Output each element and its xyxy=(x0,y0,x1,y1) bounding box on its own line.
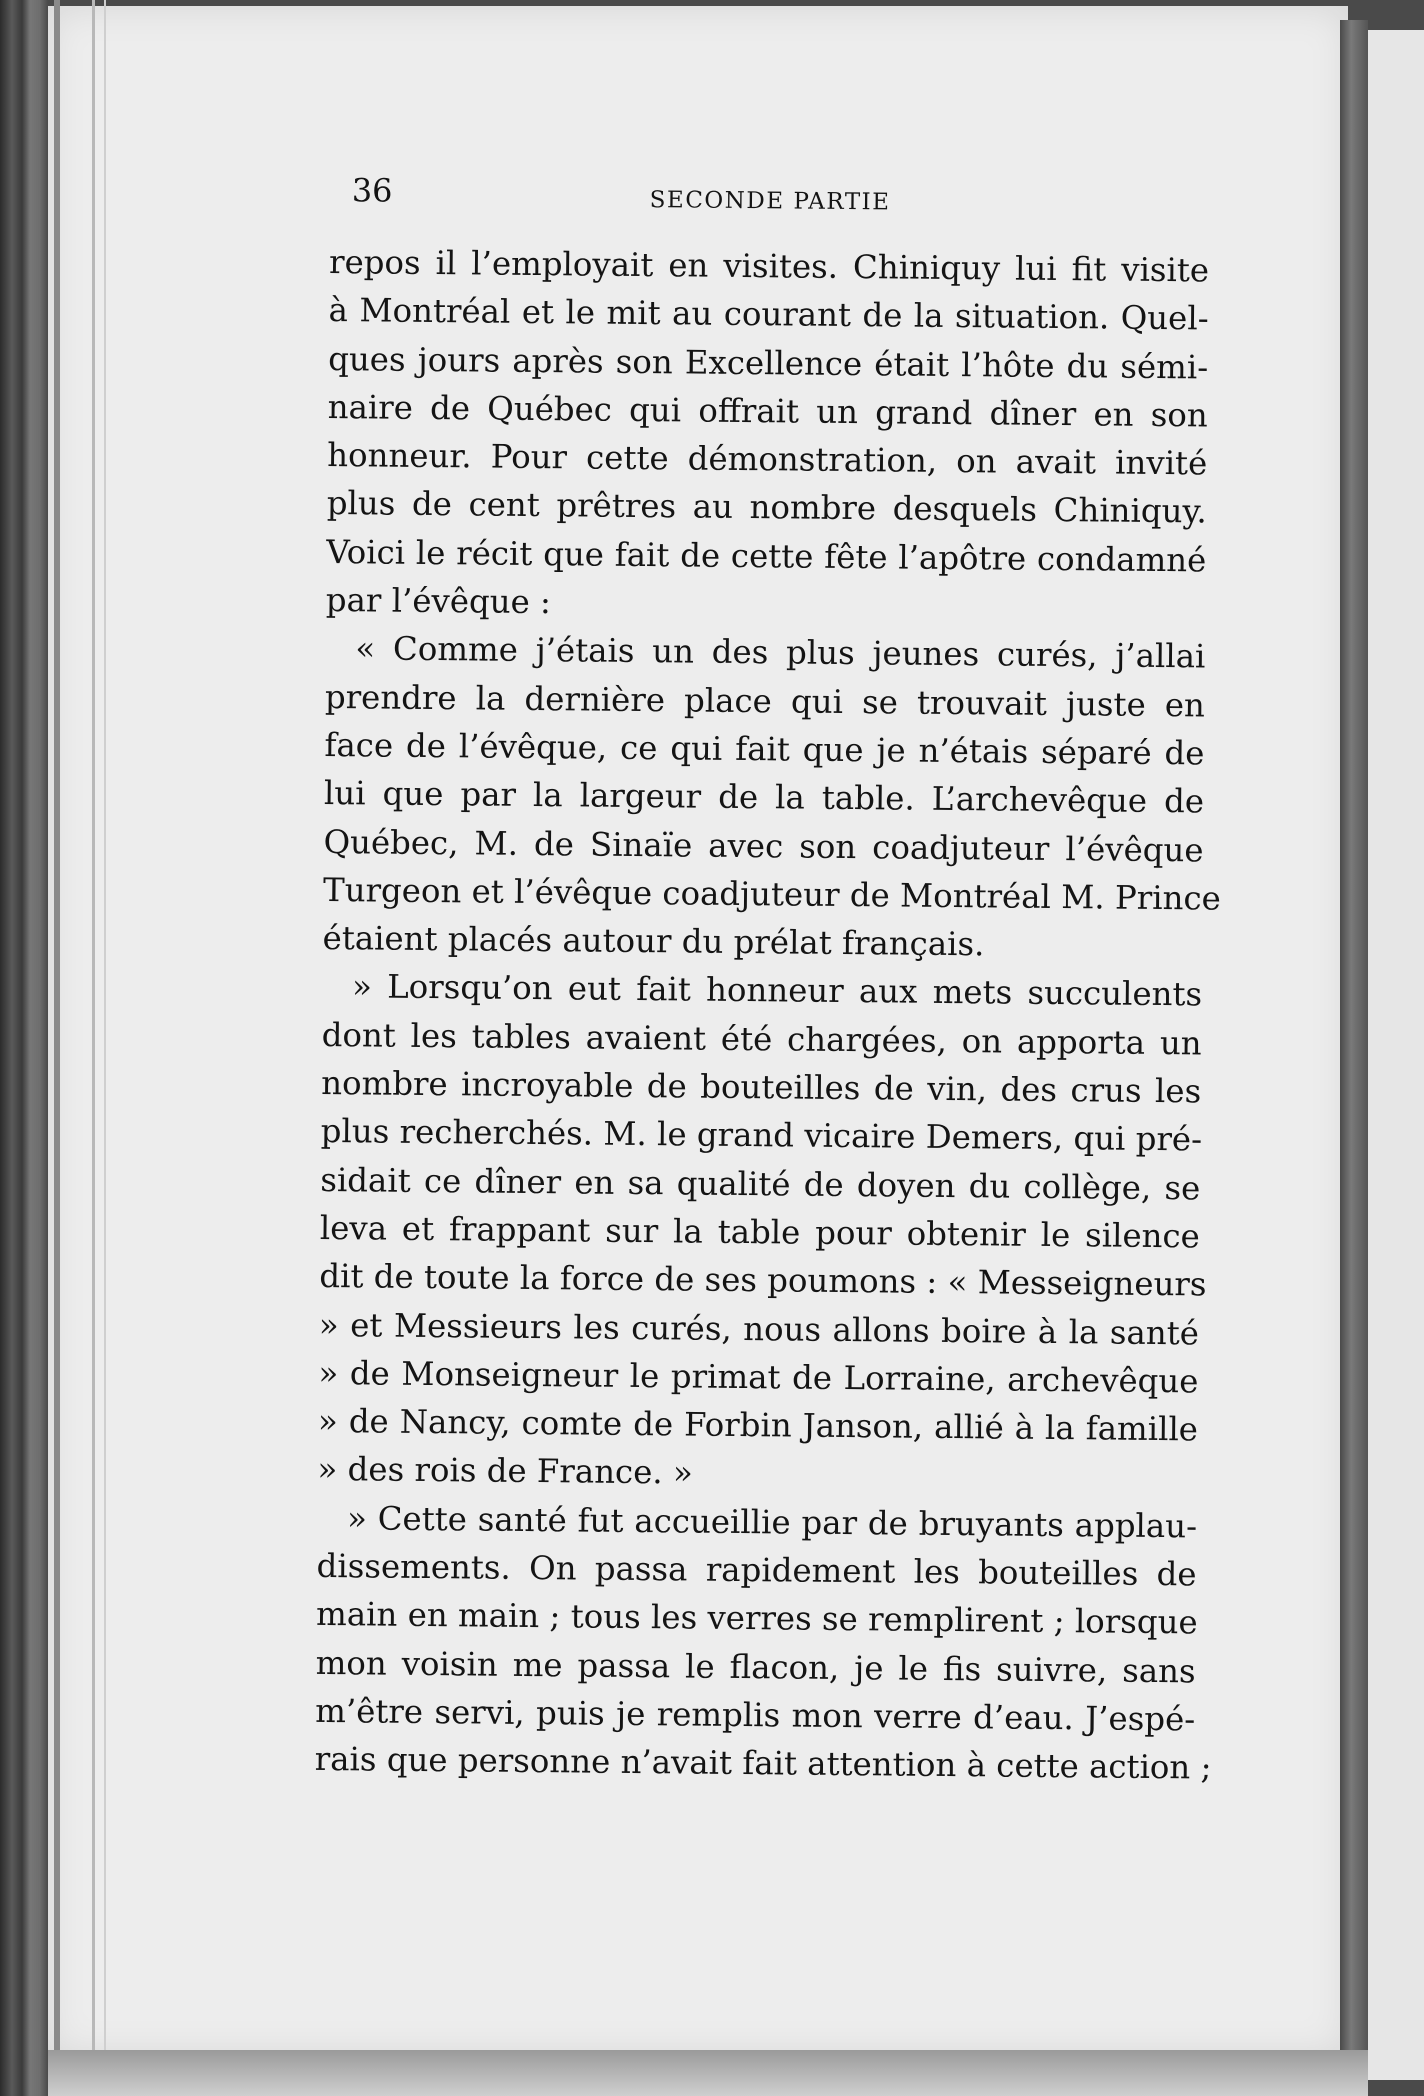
text-line: leva et frappant sur la table pour obtenir le silence xyxy=(319,1208,1200,1256)
text-line: ques jours après son Excellence était l’hôte du sémi- xyxy=(328,339,1209,387)
text-line: main en main ; tous les verres se remplirent ; lorsque xyxy=(315,1595,1198,1642)
binding-line-inner xyxy=(104,0,106,2096)
running-head xyxy=(329,170,1210,238)
text-line: » de Nancy, comte de Forbin Janson, allié à la famille xyxy=(317,1402,1199,1449)
text-line: prendre la dernière place qui se trouvait juste en xyxy=(324,677,1206,725)
text-line: lui que par la largeur de la table. L’archevêque de xyxy=(323,774,1205,821)
text-line: » et Messieurs les curés, nous allons boire à la santé xyxy=(318,1305,1200,1352)
text-line: honneur. Pour cette démonstration, on avait invité xyxy=(327,436,1208,483)
paragraph xyxy=(326,238,1210,633)
text-line: par l’évêque : xyxy=(325,581,552,622)
binding-shadow xyxy=(54,0,60,2096)
text-line: Turgeon et l’évêque coadjuteur de Montréal M. Prince xyxy=(322,870,1221,918)
text-line: sidait ce dîner en sa qualité de doyen du collège, se xyxy=(320,1160,1201,1208)
adjacent-page-edge xyxy=(1368,30,1424,2080)
text-line: plus recherchés. M. le grand vicaire Demers, qui pré- xyxy=(320,1112,1203,1159)
text-line: étaient placés autour du prélat français. xyxy=(322,919,985,964)
text-line: Voici le récit que fait de cette fête l’apôtre condamné xyxy=(326,532,1207,580)
text-line: rais que personne n’avait fait attention à cette action ; xyxy=(314,1740,1212,1787)
text-line: dissements. On passa rapidement les bouteilles de xyxy=(316,1546,1197,1594)
paragraph xyxy=(314,1494,1212,1792)
page-number: 36 xyxy=(351,171,393,210)
text-line: naire de Québec qui offrait un grand dîner en son xyxy=(327,387,1208,435)
text-block xyxy=(314,170,1221,1838)
text-line: » des rois de France. » xyxy=(317,1450,693,1492)
text-line: dit de toute la force de ses poumons : « Messeigneurs xyxy=(319,1257,1207,1304)
body-text xyxy=(314,238,1221,1792)
text-line: m’être servi, puis je remplis mon verre d’eau. J’espé- xyxy=(315,1691,1196,1739)
text-line: Québec, M. de Sinaïe avec son coadjuteur l’évêque xyxy=(323,822,1204,869)
text-line: » Lorsqu’on eut fait honneur aux mets succulents xyxy=(351,967,1203,1014)
page-edge-shadow xyxy=(1340,20,1368,2060)
paragraph xyxy=(322,624,1221,971)
text-line: » Cette santé fut accueillie par de bruyants applau- xyxy=(346,1498,1198,1546)
text-line: face de l’évêque, ce qui fait que je n’étais séparé de xyxy=(324,725,1205,773)
text-line: mon voisin me passa le flacon, je le fis suivre, sans xyxy=(315,1643,1196,1690)
section-title: SECONDE PARTIE xyxy=(649,187,891,216)
text-line: nombre incroyable de bouteilles de vin, des crus les xyxy=(321,1064,1202,1111)
text-line: plus de cent prêtres au nombre desquels Chiniquy. xyxy=(326,484,1207,531)
text-line: repos il l’employait en visites. Chiniquy lui fit visite xyxy=(328,242,1210,290)
text-line: à Montréal et le mit au courant de la situation. Quel- xyxy=(328,291,1209,338)
binding-line xyxy=(92,0,95,2096)
text-line: « Comme j’étais un des plus jeunes curés, j’allai xyxy=(355,629,1206,676)
paragraph xyxy=(317,962,1207,1502)
text-line: dont les tables avaient été chargées, on apporta un xyxy=(321,1015,1202,1063)
page-bottom-edge xyxy=(48,2050,1368,2096)
text-line: » de Monseigneur le primat de Lorraine, archevêque xyxy=(318,1353,1199,1401)
